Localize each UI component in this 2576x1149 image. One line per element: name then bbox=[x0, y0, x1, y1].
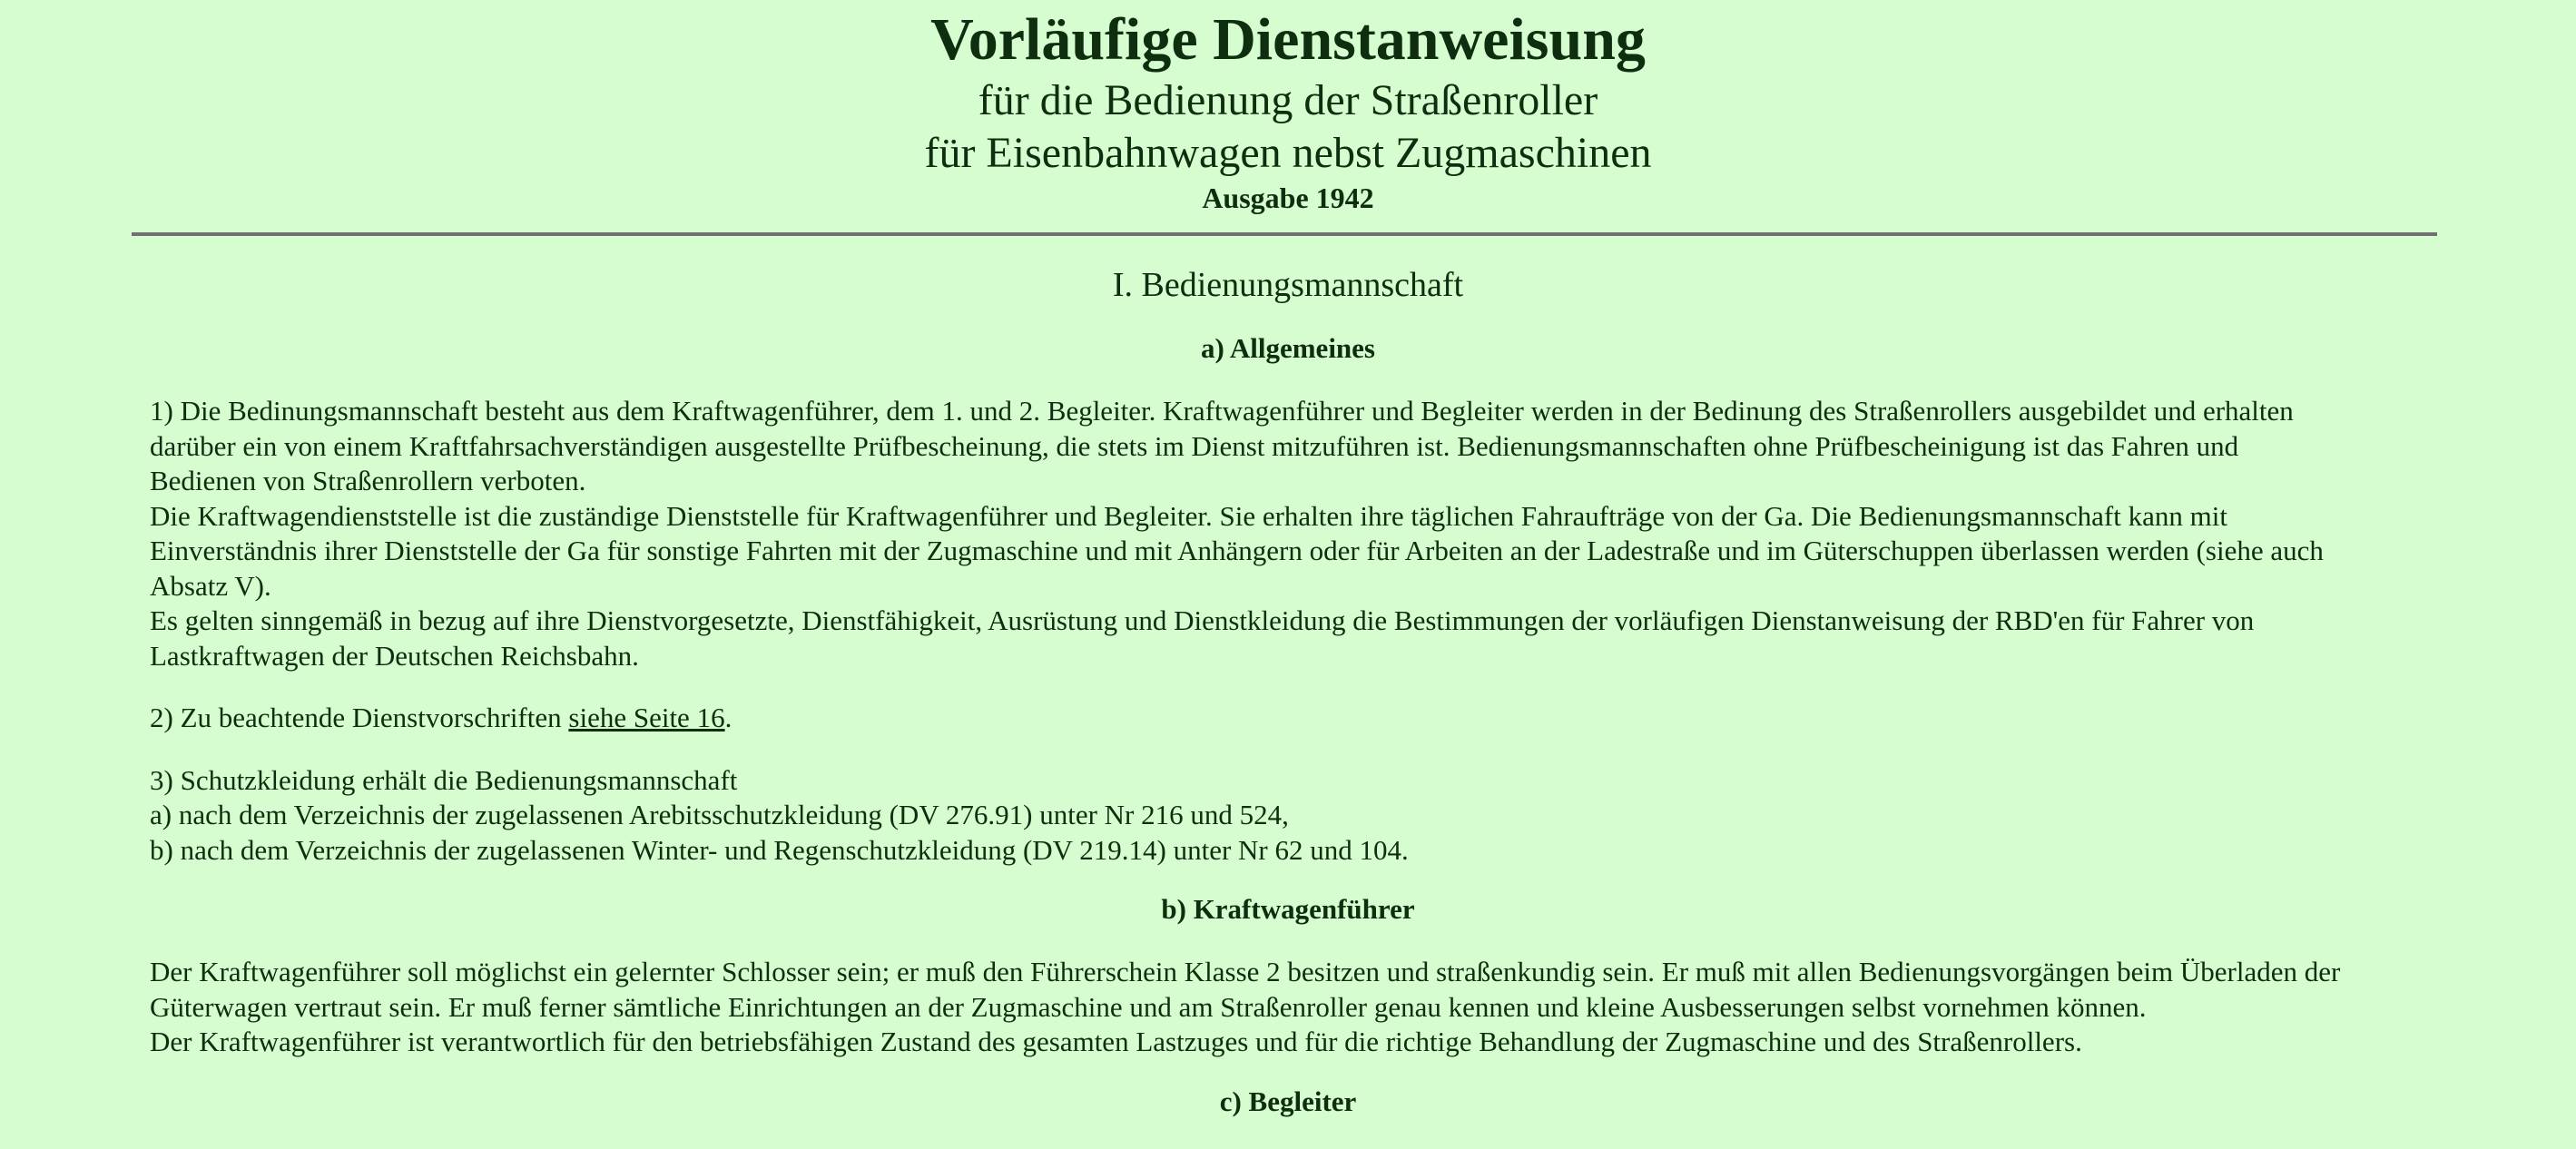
paragraph-2-prefix: 2) Zu beachtende Dienstvorschriften bbox=[150, 702, 569, 733]
text-line: a) nach dem Verzeichnis der zugelassenen Arebitsschutzkleidung (DV 276.91) unter Nr 216 und 524, bbox=[150, 799, 1289, 830]
paragraph-3-schutzkleidung bbox=[150, 763, 2426, 869]
text-line: Es gelten sinngemäß in bezug auf ihre Dienstvorgesetzte, Dienstfähigkeit, Ausrüstung und Dienstkleidung die Bestimmungen der vorläufigen Dienstanweisung der RBD'en für Fahrer von bbox=[150, 604, 2255, 636]
subsection-heading-allgemeines: a) Allgemeines bbox=[1201, 332, 1375, 364]
document-edition: Ausgabe 1942 bbox=[1202, 182, 1374, 214]
section-heading-bedienungsmannschaft: I. Bedienungsmannschaft bbox=[1112, 266, 1464, 304]
paragraph-2-suffix: . bbox=[724, 702, 732, 733]
text-line: 1) Die Bedinungsmannschaft besteht aus dem Kraftwagenführer, dem 1. und 2. Begleiter. Kraftwagenführer und Begleiter werden in der Bedinung des Straßenrollers ausgebildet und erhalten bbox=[150, 395, 2294, 427]
header-divider bbox=[132, 232, 2437, 236]
text-line: Der Kraftwagenführer ist verantwortlich für den betriebsfähigen Zustand des gesamten Lastzuges und für die richtige Behandlung der Zugmaschine und des Straßenrollers. bbox=[150, 1026, 2082, 1057]
text-line: Güterwagen vertraut sein. Er muß ferner sämtliche Einrichtungen an der Zugmaschine und am Straßenroller genau kennen und kleine Ausbesserungen selbst vornehmen können. bbox=[150, 990, 2147, 1023]
document-title: Vorläufige Dienstanweisung bbox=[930, 6, 1646, 73]
paragraph-2-dienstvorschriften bbox=[150, 701, 2426, 736]
text-line: 3) Schutzkleidung erhält die Bedienungsmannschaft bbox=[150, 763, 738, 796]
document-subtitle-2: für Eisenbahnwagen nebst Zugmaschinen bbox=[924, 129, 1652, 177]
subsection-heading-begleiter: c) Begleiter bbox=[1219, 1085, 1357, 1117]
text-line: Die Kraftwagendienststelle ist die zuständige Dienststelle für Kraftwagenführer und Begleiter. Sie erhalten ihre täglichen Fahraufträge von der Ga. Die Bedienungsmannschaft kann mit bbox=[150, 499, 2227, 532]
text-line: Absatz V). bbox=[150, 569, 271, 602]
text-line: b) nach dem Verzeichnis der zugelassenen Winter- und Regenschutzkleidung (DV 219.14) unter Nr 62 und 104. bbox=[150, 833, 1409, 866]
text-line: darüber ein von einem Kraftfahrsachverständigen ausgestellte Prüfbescheinung, die stets im Dienst mitzuführen ist. Bedienungsmannschaften ohne Prüfbescheinigung ist das Fahren und bbox=[150, 429, 2239, 462]
paragraph-kraftwagenfuehrer bbox=[150, 955, 2426, 1060]
text-line: Der Kraftwagenführer soll möglichst ein gelernter Schlosser sein; er muß den Führerschein Klasse 2 besitzen und straßenkundig sein. Er muß mit allen Bedienungsvorgängen beim Überladen der bbox=[150, 956, 2341, 987]
document-body bbox=[0, 263, 2576, 1120]
paragraph-1-bedienungsmannschaft bbox=[150, 394, 2426, 673]
text-line: Bedienen von Straßenrollern verboten. bbox=[150, 465, 586, 496]
text-line: Lastkraftwagen der Deutschen Reichsbahn. bbox=[150, 639, 639, 672]
text-line: Einverständnis ihrer Dienststelle der Ga für sonstige Fahrten mit der Zugmaschine und mit Anhängern oder für Arbeiten an der Ladestraße und im Güterschuppen überlassen werden (siehe auch bbox=[150, 535, 2324, 566]
subsection-heading-kraftwagenfuehrer: b) Kraftwagenführer bbox=[1161, 893, 1415, 925]
document-header bbox=[0, 0, 2576, 216]
siehe-seite-16-link[interactable]: siehe Seite 16 bbox=[568, 702, 725, 733]
document-subtitle-1: für die Bedienung der Straßenroller bbox=[978, 76, 1598, 124]
